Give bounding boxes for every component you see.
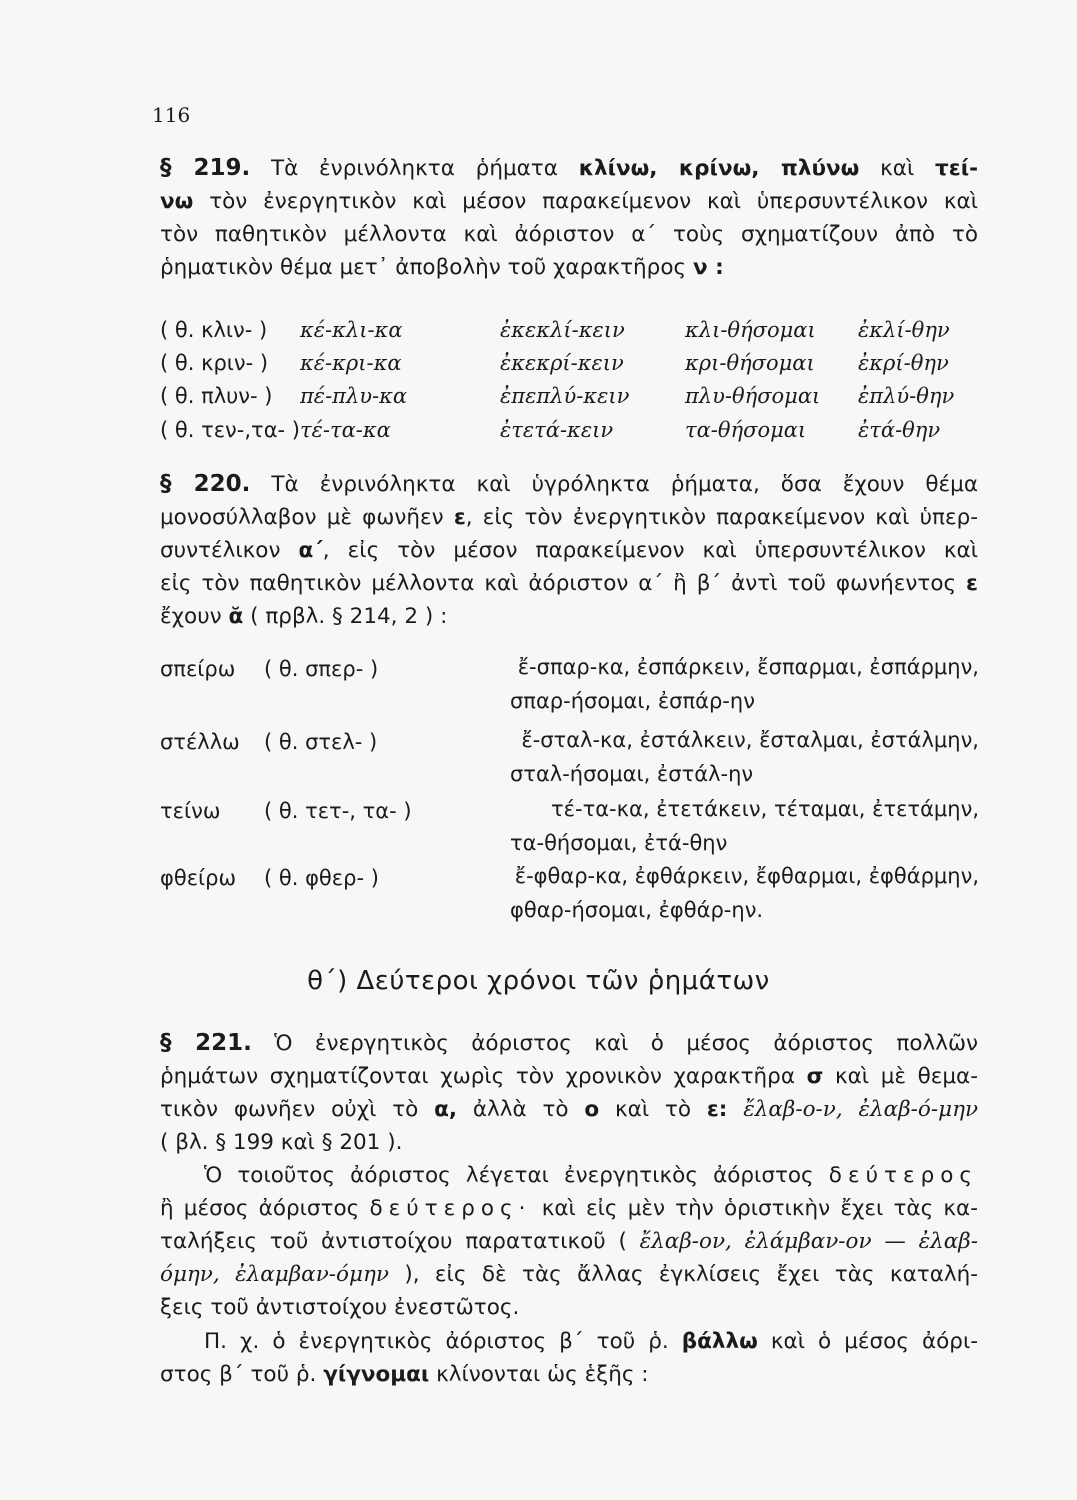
section-number: § 220. — [160, 471, 251, 497]
s219-line-4: ῥηματικὸν θέμα μετ᾽ ἀποβολὴν τοῦ χαρακτῆρος ν : — [160, 255, 724, 280]
stem-label: ( θ. σπερ- ) — [264, 657, 379, 681]
form-cell: ἐτά-θην — [858, 418, 941, 442]
section-220 — [160, 468, 978, 633]
form-cell: κλι-θήσομαι — [685, 318, 816, 342]
stem-cell: ( θ. πλυν- ) — [160, 384, 273, 408]
section-number: § 221. — [160, 1030, 252, 1056]
section-heading: θ΄) Δεύτεροι χρόνοι τῶν ῥημάτων — [307, 966, 770, 996]
verb-lemma: τείνω — [160, 799, 221, 823]
paragraph-second-aorist — [160, 1159, 978, 1324]
p3-line-1: Π. χ. ὁ ἐνεργητικὸς ἀόριστος β΄ τοῦ ῥ. βάλλω καὶ ὁ μέσος ἀόρι- — [204, 1329, 978, 1354]
verb-forms: σπαρ-ήσομαι, ἐσπάρ-ην — [510, 689, 755, 713]
stem-cell: ( θ. τεν-,τα- ) — [160, 418, 300, 442]
p2-line-4: όμην, ἐλαμβαν-όμην ), εἰς δὲ τὰς ἄλλας ἐγκλίσεις ἔχει τὰς καταλή- — [160, 1262, 979, 1287]
p3-line-2: στος β΄ τοῦ ῥ. γίγνομαι κλίνονται ὡς ἑξῆς : — [160, 1362, 649, 1387]
verb-forms: τέ-τα-κα, ἐτετάκειν, τέταμαι, ἐτετάμην, — [551, 797, 979, 821]
form-cell: ἐκεκρί-κειν — [500, 351, 624, 375]
form-cell: πέ-πλυ-κα — [300, 384, 408, 408]
form-cell: ἐκεκλί-κειν — [500, 318, 625, 342]
section-221 — [160, 1027, 978, 1159]
s221-line-2: ῥημάτων σχηματίζονται χωρὶς τὸν χρονικὸν χαρακτῆρα σ καὶ μὲ θεμα- — [160, 1064, 978, 1089]
s220-line-3: συντέλικον α΄, εἰς τὸν μέσον παρακείμενον καὶ ὑπερσυντέλικον καὶ — [160, 538, 978, 563]
stem-label: ( θ. στελ- ) — [264, 730, 378, 754]
p2-line-2: ἢ μέσος ἀόριστος δεύτερος· καὶ εἰς μὲν τὴν ὁριστικὴν ἔχει τὰς κα- — [160, 1196, 978, 1221]
s220-line-2: μονοσύλλαβον μὲ φωνῆεν ε, εἰς τὸν ἐνεργητικὸν παρακείμενον καὶ ὑπερ- — [160, 505, 978, 530]
s219-line-3: τὸν παθητικὸν μέλλοντα καὶ ἀόριστον α΄ τοὺς σχηματίζουν ἀπὸ τὸ — [160, 222, 978, 247]
verb-forms: ἔ-σταλ-κα, ἐστάλκειν, ἔσταλμαι, ἐστάλμην, — [521, 728, 979, 752]
verb-lemma: φθείρω — [160, 866, 237, 890]
verb-list: κλίνω, κρίνω, πλύνω — [578, 156, 860, 181]
page-number: 116 — [152, 103, 191, 127]
paragraph-example — [160, 1325, 978, 1391]
p2-line-5: ξεις τοῦ ἀντιστοίχου ἐνεστῶτος. — [160, 1295, 520, 1320]
s221-line-1: § 221. Ὁ ἐνεργητικὸς ἀόριστος καὶ ὁ μέσος ἀόριστος πολλῶν — [160, 1030, 978, 1056]
s220-line-5: ἔχουν ᾰ ( πρβλ. § 214, 2 ) : — [160, 604, 448, 629]
form-cell: ἐπλύ-θην — [858, 384, 955, 408]
form-cell: τέ-τα-κα — [300, 418, 391, 442]
s221-line-4: ( βλ. § 199 καὶ § 201 ). — [160, 1130, 403, 1155]
verb-lemma: στέλλω — [160, 730, 240, 754]
s219-line-1: § 219. Τὰ ἐνρινόληκτα ῥήματα κλίνω, κρίνω, πλύνω καὶ τεί- — [160, 155, 979, 181]
p2-line-1: Ὁ τοιοῦτος ἀόριστος λέγεται ἐνεργητικὸς ἀόριστος δεύτερος — [204, 1163, 978, 1188]
s221-line-3: τικὸν φωνῆεν οὐχὶ τὸ α, ἀλλὰ τὸ ο καὶ τὸ ε: ἔλαβ-ο-ν, ἐλαβ-ό-μην — [160, 1097, 979, 1122]
verb-lemma: σπείρω — [160, 657, 236, 681]
stem-label: ( θ. φθερ- ) — [264, 866, 379, 890]
verb-forms: φθαρ-ήσομαι, ἐφθάρ-ην. — [510, 898, 764, 922]
section-219 — [160, 152, 978, 284]
p2-line-3: ταλήξεις τοῦ ἀντιστοίχου παρατατικοῦ ( ἔλαβ-ον, ἐλάμβαν-ον — ἐλαβ- — [160, 1229, 978, 1254]
form-cell: ἐπεπλύ-κειν — [500, 384, 630, 408]
form-cell: ἐκλί-θην — [858, 318, 950, 342]
verb-forms: ἔ-φθαρ-κα, ἐφθάρκειν, ἔφθαρμαι, ἐφθάρμην, — [514, 864, 979, 888]
form-cell: ἐτετά-κειν — [500, 418, 614, 442]
stem-cell: ( θ. κριν- ) — [160, 351, 269, 375]
form-cell: κρι-θήσομαι — [685, 351, 815, 375]
s220-line-4: εἰς τὸν παθητικὸν μέλλοντα καὶ ἀόριστον α΄ ἢ β΄ ἀντὶ τοῦ φωνήεντος ε — [160, 571, 978, 596]
form-cell: κέ-κλι-κα — [300, 318, 403, 342]
verb-forms: σταλ-ήσομαι, ἐστάλ-ην — [510, 762, 754, 786]
section-number: § 219. — [160, 155, 251, 181]
verb-forms: ἔ-σπαρ-κα, ἐσπάρκειν, ἔσπαρμαι, ἐσπάρμην, — [517, 655, 979, 679]
s220-line-1: § 220. Τὰ ἐνρινόληκτα καὶ ὑγρόληκτα ῥήματα, ὅσα ἔχουν θέμα — [160, 471, 978, 497]
form-cell: πλυ-θήσομαι — [685, 384, 821, 408]
form-cell: ἐκρί-θην — [858, 351, 949, 375]
verb-forms: τα-θήσομαι, ἐτά-θην — [510, 831, 728, 855]
stem-cell: ( θ. κλιν- ) — [160, 318, 268, 342]
form-cell: κέ-κρι-κα — [300, 351, 402, 375]
form-cell: τα-θήσομαι — [685, 418, 807, 442]
stem-label: ( θ. τετ-, τα- ) — [264, 799, 412, 823]
s219-line-2: νω τὸν ἐνεργητικὸν καὶ μέσον παρακείμενον καὶ ὑπερσυντέλικον καὶ — [160, 189, 978, 214]
